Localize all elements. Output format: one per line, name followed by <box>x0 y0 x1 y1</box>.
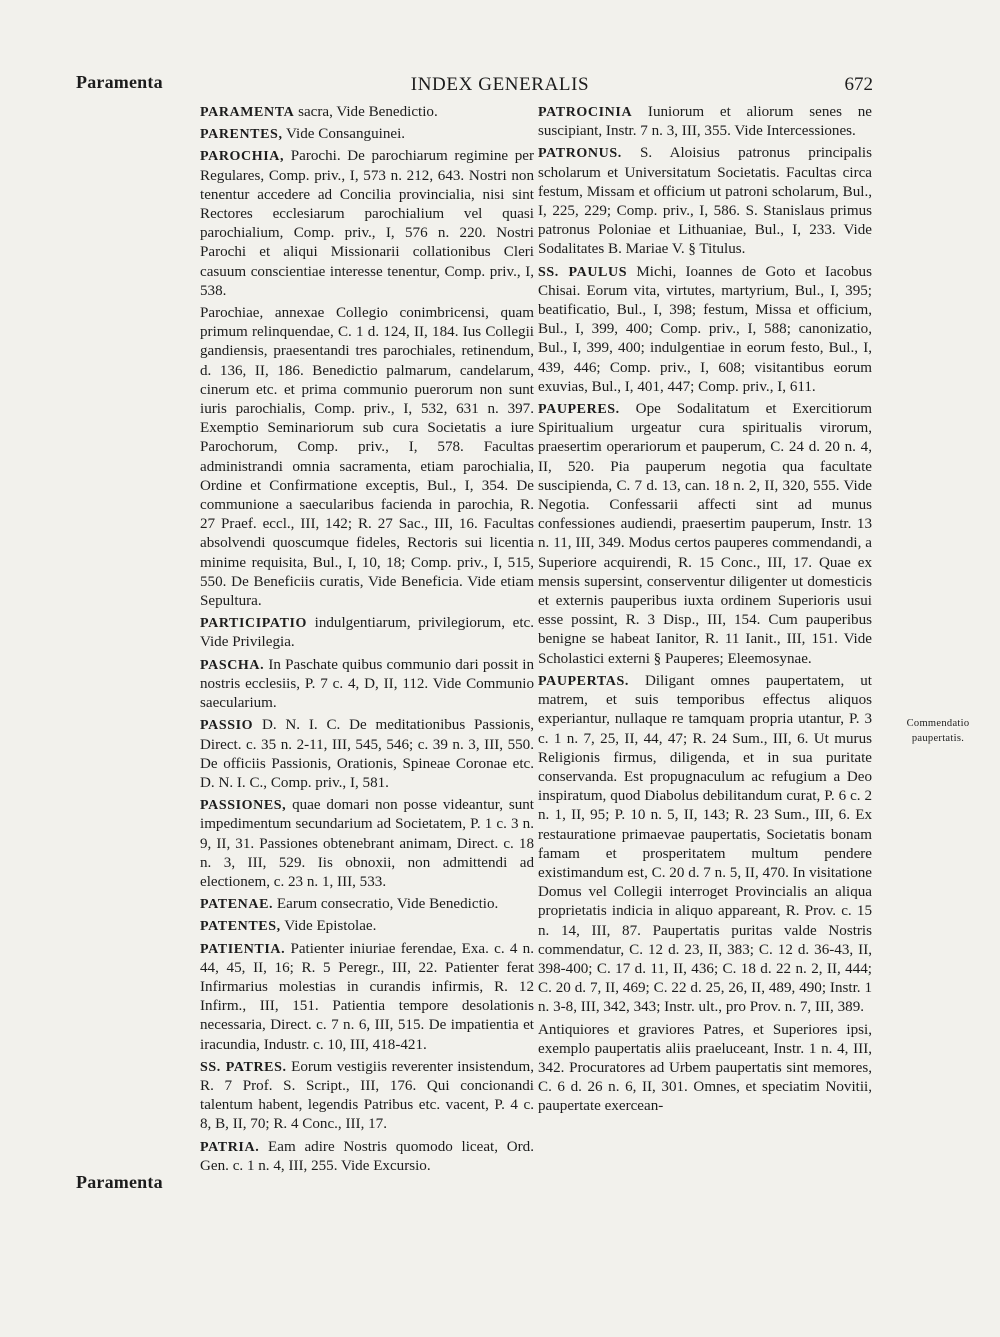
entry-headword: PASSIONES, <box>200 798 287 814</box>
entry-text: Vide Consanguinei. <box>282 126 406 143</box>
index-entry <box>200 614 534 652</box>
index-entry <box>200 125 534 144</box>
entry-headword: PATRIA. <box>200 1139 260 1155</box>
index-entry <box>200 940 534 1055</box>
entry-headword: PARENTES, <box>200 127 283 143</box>
index-entry <box>200 917 534 936</box>
index-entry <box>538 103 872 141</box>
index-entry <box>200 1058 534 1135</box>
entry-text: sacra, Vide Benedictio. <box>294 104 438 120</box>
index-entry <box>200 304 534 611</box>
left-column <box>200 103 534 1179</box>
entry-headword: PAUPERTAS. <box>538 673 629 689</box>
entry-text: Iuniorum et aliorum senes ne suscipiant, Instr. 7 n. 3, III, 355. Vide Intercessiones. <box>538 104 872 140</box>
entry-text: Ope Sodalitatum et Exercitiorum Spiritualium urgeatur cura spiritualis virorum, praesertim operariorum et pauperum, C. 24 d. 20 n. 4, II, 520. Pia pauperum negotia qua facultate suscipienda, C. 7 d. 13, can. 18 n. 2, II, 320, 555. Vide Negotia. Confessarii affecti sint ad munus confessiones audiendi, praesertim pauperum, Instr. 13 n. 11, III, 349. Modus certos pauperes commendandi, a Superiore acquirendi, R. 15 Conc., III, 17. Quae ex mensis supersint, conserventur diligenter ut domesticis et externis pauperibus iuxta ordinem Superioris usui esse possint, R. 3 Disp., III, 154. Cum pauperibus benigne se habeat Ianitor, R. 11 Ianit., III, 151. Vide Scholastici externi § Pauperes; Eleemosynae. <box>538 401 872 667</box>
index-entry <box>200 656 534 714</box>
margin-note-line: Commendatio <box>906 718 970 729</box>
entry-text: S. Aloisius patronus principalis scholarum et Universitatum Societatis. Facultas circa festum, Missam et officium ut patroni scholarum, Bul., I, 225, 229; Comp. priv., I, 586. S. Stanislaus primus patronus Poloniae et Lithuaniae, Bul., I, 233. Vide Sodalitates B. Mariae V. § Titulus. <box>538 145 872 258</box>
entry-headword: PATRONUS. <box>538 146 622 162</box>
index-entry <box>538 400 872 669</box>
running-title: INDEX GENERALIS <box>410 74 590 95</box>
entry-text: Diligant omnes paupertatem, ut matrem, et suis temporibus effectus aliquos experiantur, nullaque re tamquam propria utantur, P. 3 c. 1 n. 7, 25, II, 44, 47; R. 24 Sum., III, 6. Ut murus Religionis firmus, diligenda, et in sua puritate conservanda. Est propugnaculum ac refugium a Deo inspiratum, quod Diabolus debilitandum curat, P. 6 c. 2 n. 1, II, 95; P. 10 n. 5, II, 143; R. 23 Sum., III, 6. Ex restauratione primaevae paupertatis, Societatis bonam famam et prosperitatem multum pendere existimandum est, C. 20 d. 7 n. 5, II, 470. In visitatione Domus vel Collegii interroget Provincialis an aliqua proprietatis indicia in aliquo appareant, R. Prov. c. 15 n. 14, III, 87. Paupertatis puritas valde Nostris commendatur, C. 12 d. 23, II, 383; C. 12 d. 36-43, II, 398-400; C. 17 d. 11, II, 436; C. 18 d. 22 n. 2, II, 444; C. 20 d. 7, II, 469; C. 22 d. 25, 26, II, 489, 490; Instr. 1 n. 3-8, III, 342, 343; Instr. ult., pro Prov. n. 7, III, 389. <box>538 672 872 1016</box>
entry-text: indulgentiarum, privilegiorum, etc. Vide Privilegia. <box>200 615 534 651</box>
margin-note <box>893 716 983 746</box>
section-tab-top: Paramenta <box>76 72 163 92</box>
entry-text: Michi, Ioannes de Goto et Iacobus Chisai. Eorum vita, virtutes, martyrium, Bul., I, 395; beatificatio, Bul., I, 398; festum, Missa et officium, Bul., I, 399, 400; Comp. priv., I, 588; canonizatio, Bul., I, 399, 400; indulgentiae in eorum festo, Bul., I, 439, 446; Comp. priv., I, 608; visitantibus eorum exuvias, Bul., I, 401, 447; Comp. priv., I, 611. <box>538 263 872 395</box>
entry-text: Antiquiores et graviores Patres, et Superiores ipsi, exemplo paupertatis aliis praeluceant, Instr. 1 n. 4, III, 342. Procuratores ad Urbem paupertatis sint memores, C. 6 d. 26 n. 6, II, 301. Omnes, et speciatim Novitii, paupertate exercean- <box>538 1021 872 1115</box>
entry-headword: PAROCHIA, <box>200 149 285 165</box>
right-column <box>538 103 872 1120</box>
index-entry <box>200 796 534 892</box>
entry-headword: PASSIO <box>200 718 254 734</box>
entry-text: In Paschate quibus communio dari possit in nostris ecclesiis, P. 7 c. 4, D, II, 112. Vide Communio saecularium. <box>200 656 534 712</box>
section-tab-bottom: Paramenta <box>76 1172 163 1192</box>
entry-headword: PATROCINIA <box>538 105 633 120</box>
index-entry <box>200 147 534 301</box>
entry-text: Vide Epistolae. <box>280 918 377 935</box>
entry-text: Parochiae, annexae Collegio conimbricensi, quam primum relinquendae, C. 1 d. 124, II, 184. Ius Collegii gandiensis, praesentandi tres parochiales, retinendum, d. 136, II, 186. Benedictio palmarum, candelarum, cinerum etc. et prima communio puerorum non sunt iuris parochialis, Comp. priv., I, 532, 631 n. 397. Exemptio Seminariorum sub cura Societatis a iure Parochorum, Comp. priv., I, 578. Facultas administrandi omnia sacramenta, etiam parochialia, Ordine et Confirmatione exceptis, Bul., I, 354. De communione a saecularibus facienda in parochia, R. 27 Praef. eccl., III, 142; R. 27 Sac., III, 16. Facultas absolvendi quoscumque fideles, Rectoris sui licentia minime requisita, Bul., I, 10, 18; Comp. priv., I, 515, 550. De Beneficiis curatis, Vide Beneficia. Vide etiam Sepultura. <box>200 305 534 610</box>
entry-headword: SS. PATRES. <box>200 1059 287 1075</box>
index-entry <box>200 895 534 914</box>
index-entry <box>200 716 534 793</box>
entry-headword: PATENTES, <box>200 919 281 935</box>
entry-text: quae domari non posse videantur, sunt impedimentum secundarium ad Societatem, P. 1 c. 3 n. 9, II, 31. Passiones obtenebrant animam, Direct. c. 18 n. 3, III, 529. Iis obnoxii, non admittendi ad electionem, c. 23 n. 1, III, 533. <box>200 797 534 890</box>
entry-headword: PARTICIPATIO <box>200 616 308 632</box>
entry-headword: SS. PAULUS <box>538 264 628 280</box>
entry-text: Parochi. De parochiarum regimine per Regulares, Comp. priv., I, 573 n. 212, 643. Nostri non tenentur accedere ad Concilia provincialia, nisi sint Rectores ecclesiarum parochialium vel quasi parochialium, Comp. priv., I, 576 n. 220. Nostri Parochi et aliqui Missionarii collationibus Cleri casuum conscientiae interesse tenentur, Comp. priv., I, 538. <box>200 148 534 299</box>
entry-text: Patienter iniuriae ferendae, Exa. c. 4 n. 44, 45, II, 16; R. 5 Peregr., III, 22. Patienter ferat Infirmarius molestias in curandis infirmis, R. 12 Infirm., III, 151. Patientia tempore desolationis necessaria, Direct. c. 7 n. 6, III, 515. De impatientia et iracundia, Industr. c. 10, III, 418-421. <box>200 940 534 1053</box>
entry-text: D. N. I. C. De meditationibus Passionis, Direct. c. 35 n. 2-11, III, 545, 546; c. 39 n. 3, III, 550. De officiis Passionis, Orationis, Spineae Coronae etc. D. N. I. C., Comp. priv., I, 581. <box>200 717 534 791</box>
margin-note-line: paupertatis. <box>911 733 965 744</box>
entry-headword: PASCHA. <box>200 657 265 673</box>
entry-headword: PARAMENTA <box>200 105 295 120</box>
index-entry <box>538 144 872 259</box>
entry-headword: PAUPERES. <box>538 402 620 418</box>
index-entry <box>538 263 872 397</box>
index-entry <box>200 103 534 122</box>
entry-headword: PATIENTIA. <box>200 941 286 957</box>
entry-headword: PATENAE. <box>200 897 274 913</box>
index-entry <box>538 672 872 1018</box>
index-entry <box>200 1138 534 1176</box>
entry-text: Eorum vestigiis reverenter insistendum, R. 7 Prof. S. Script., III, 176. Qui concionandi talentum habent, legendis Patribus etc. vacent, P. 4 c. 8, B, II, 70; R. 4 Conc., III, 17. <box>200 1058 534 1133</box>
index-entry <box>538 1021 872 1117</box>
entry-text: Eam adire Nostris quomodo liceat, Ord. Gen. c. 1 n. 4, III, 255. Vide Excursio. <box>200 1138 534 1174</box>
entry-text: Earum consecratio, Vide Benedictio. <box>273 896 499 913</box>
page-number: 672 <box>844 74 873 95</box>
